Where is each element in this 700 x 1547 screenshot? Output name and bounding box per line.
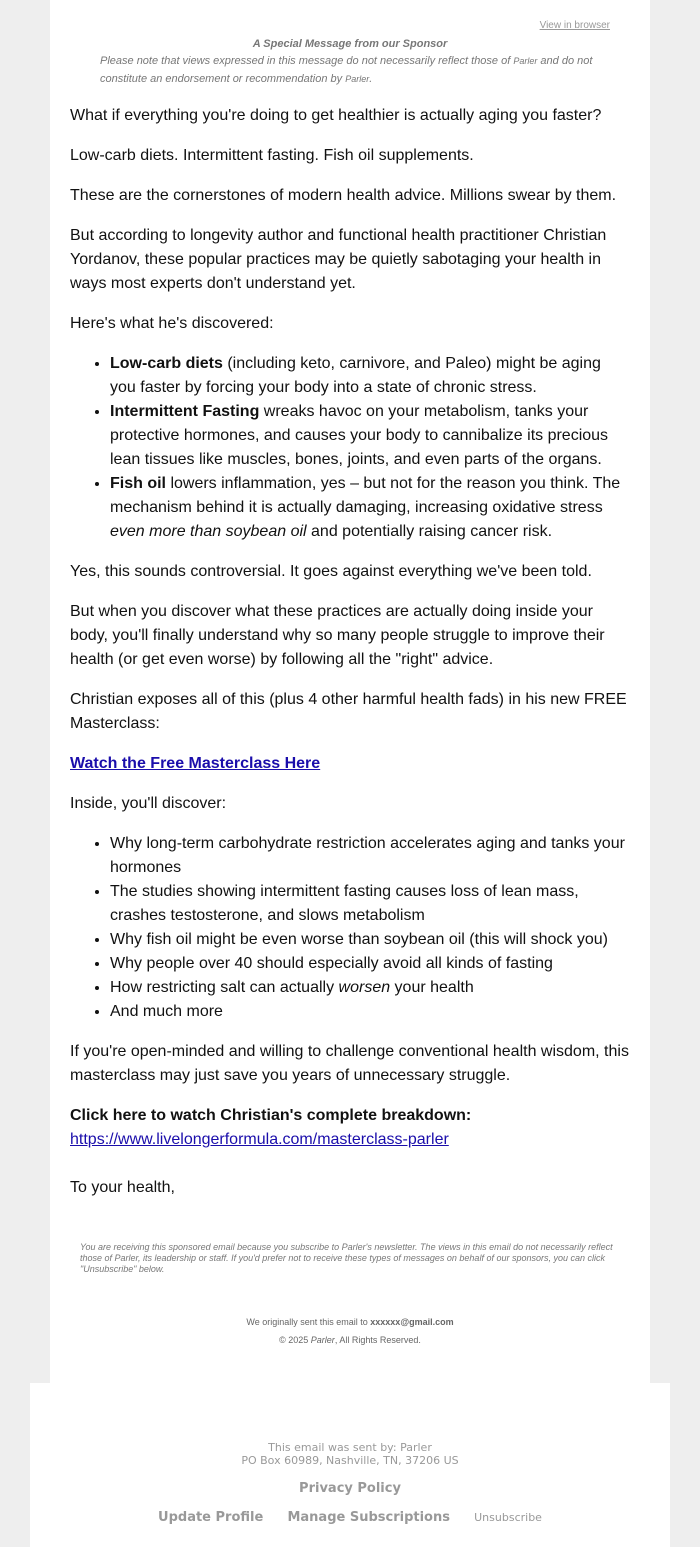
paragraph: What if everything you're doing to get healthier is actually aging you faster? (70, 107, 602, 124)
paragraph: Low-carb diets. Intermittent fasting. Fish oil supplements. (70, 147, 474, 164)
cta-heading: Click here to watch Christian's complete breakdown: (70, 1107, 472, 1124)
footer (30, 1383, 670, 1547)
list-item: • And much more (110, 1000, 630, 1024)
paragraph: Yes, this sounds controversial. It goes against everything we've been told. (70, 563, 592, 580)
paragraph: These are the cornerstones of modern health advice. Millions swear by them. (70, 187, 617, 204)
signoff: To your health, (70, 1179, 175, 1196)
paragraph: But according to longevity author and functional health practitioner Christian Yordanov, these popular practices may be quietly sabotaging your health in ways most experts don't understand yet. (70, 227, 607, 292)
original-recipient: We originally sent this email to xxxxxx@gmail.com © 2025 Parler, All Rights Reserved. (246, 1317, 454, 1345)
disclaimer: You are receiving this sponsored email because you subscribe to Parler's newsletter. The views in this email do not necessarily reflect those of Parler, its leadership or staff. If you'd prefer not to receive these types of messages on behalf of our sponsors, you can click "Unsubscribe" below. (80, 1242, 613, 1274)
paragraph: Inside, you'll discover: (70, 795, 227, 812)
list-item: • How restricting salt can actually worsen your health (110, 976, 630, 1000)
list-item: • The studies showing intermittent fasting causes loss of lean mass, crashes testosterone, and slows metabolism (110, 880, 630, 928)
paragraph: Christian exposes all of this (plus 4 other harmful health fads) in his new FREE Masterclass: (70, 691, 627, 732)
list-item: • Intermittent Fasting wreaks havoc on your metabolism, tanks your protective hormones, and causes your body to cannibalize its precious lean tissues like muscles, bones, joints, and even parts of the organs. (110, 400, 630, 472)
manage-subscriptions-link[interactable]: Manage Subscriptions (287, 1510, 450, 1525)
unsubscribe-link[interactable]: Unsubscribe (474, 1511, 542, 1524)
discoveries-list (70, 352, 630, 544)
email-body (50, 0, 650, 1383)
message-content (50, 88, 650, 1200)
sponsor-title: A Special Message from our Sponsor (252, 38, 448, 50)
view-in-browser-link[interactable]: View in browser (539, 20, 610, 31)
list-item: • Why long-term carbohydrate restriction accelerates aging and tanks your hormones (110, 832, 630, 880)
list-item: • Low-carb diets (including keto, carnivore, and Paleo) might be aging you faster by forcing your body into a state of chronic stress. (110, 352, 630, 400)
inside-list (70, 832, 630, 1024)
privacy-policy-link[interactable]: Privacy Policy (299, 1481, 401, 1496)
list-item: • Fish oil lowers inflammation, yes – but not for the reason you think. The mechanism behind it is actually damaging, increasing oxidative stress even more than soybean oil and potentially raising cancer risk. (110, 472, 630, 544)
sent-by: This email was sent by: Parler (268, 1441, 432, 1454)
sponsor-note: Please note that views expressed in this message do not necessarily reflect those of Parler and do not constitute an endorsement or recommendation by Parler. (100, 55, 593, 85)
address: PO Box 60989, Nashville, TN, 37206 US (241, 1454, 459, 1467)
list-item: • Why people over 40 should especially avoid all kinds of fasting (110, 952, 630, 976)
list-item: • Why fish oil might be even worse than soybean oil (this will shock you) (110, 928, 630, 952)
watch-masterclass-link[interactable]: Watch the Free Masterclass Here (70, 755, 321, 772)
masterclass-url-link[interactable]: https://www.livelongerformula.com/masterclass-parler (70, 1131, 449, 1148)
paragraph: Here's what he's discovered: (70, 315, 274, 332)
paragraph: If you're open-minded and willing to challenge conventional health wisdom, this masterclass may just save you years of unnecessary struggle. (70, 1043, 629, 1084)
update-profile-link[interactable]: Update Profile (158, 1510, 264, 1525)
paragraph: But when you discover what these practices are actually doing inside your body, you'll finally understand why so many people struggle to improve their health (or get even worse) by following all the "right" advice. (70, 603, 605, 668)
